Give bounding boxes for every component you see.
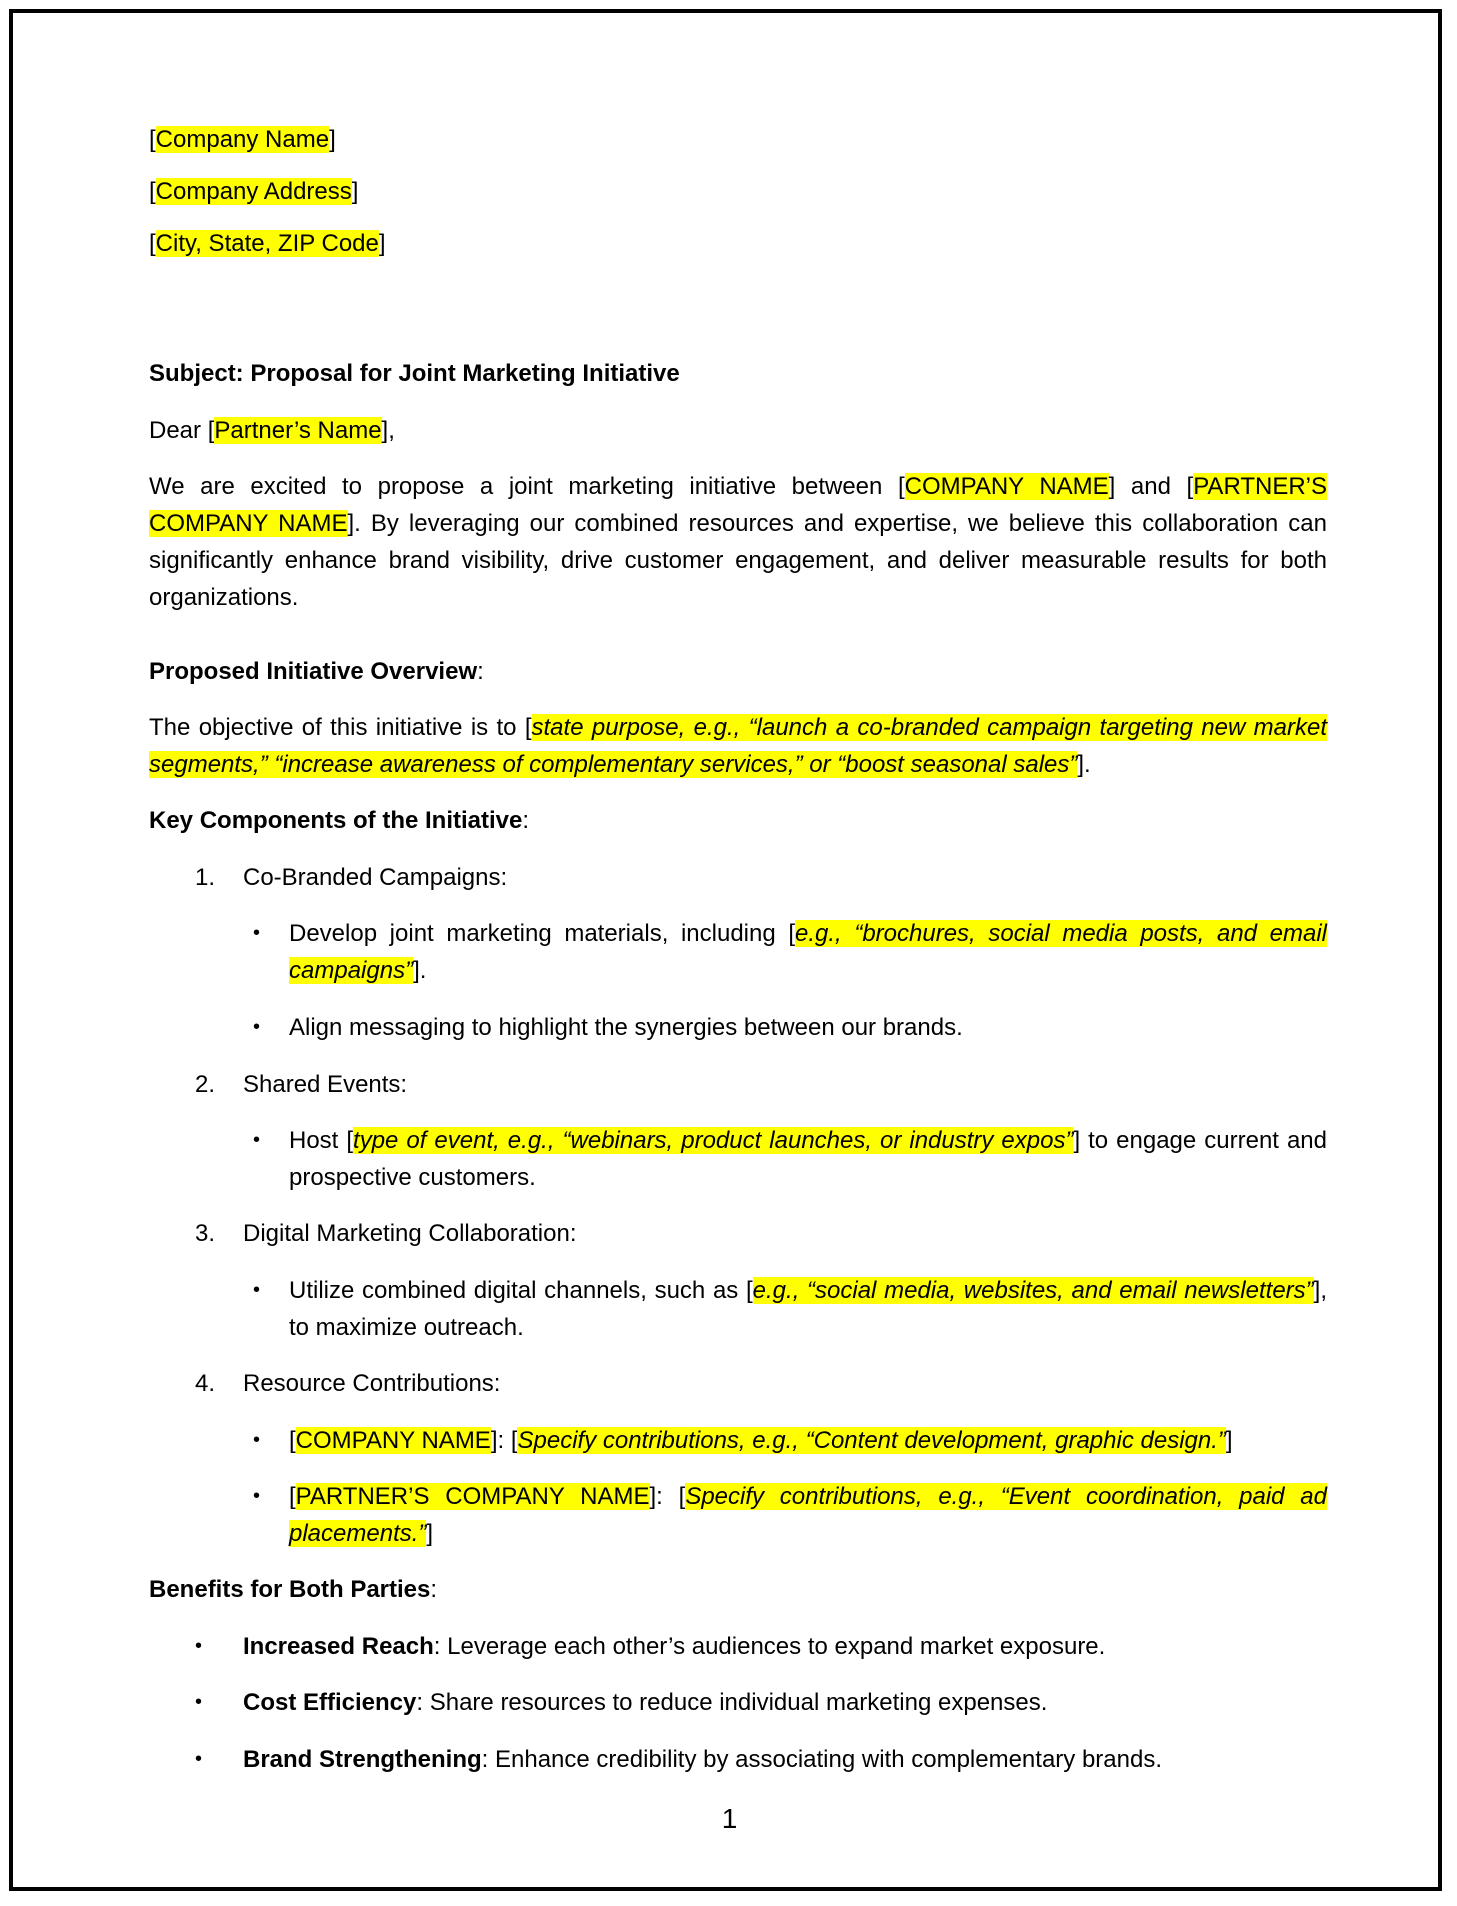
- placeholder-company-name: Company Name: [155, 126, 330, 153]
- bullet-text: Align messaging to highlight the synergies between our brands.: [289, 1014, 963, 1041]
- component-1-bullet-2: [289, 1009, 1327, 1046]
- component-3-bullet-1: [289, 1272, 1327, 1346]
- component-1-bullet-1: [289, 915, 1327, 989]
- components-heading-text: Key Components of the Initiative: [149, 807, 523, 834]
- bullet-icon: •: [253, 1279, 261, 1301]
- salutation-suffix: ],: [381, 417, 395, 444]
- component-4-bullet-2: [289, 1478, 1327, 1552]
- bullet-icon: •: [253, 1485, 261, 1507]
- bullet-text-post: ]: [1225, 1427, 1233, 1454]
- placeholder-company-name-contrib: COMPANY NAME: [295, 1427, 491, 1454]
- component-title-2: Shared Events:: [243, 1071, 408, 1098]
- bullet-text-post: ].: [413, 957, 427, 984]
- overview-colon: :: [477, 658, 484, 685]
- benefit-term: Brand Strengthening: [243, 1746, 482, 1773]
- placeholder-event-type: type of event, e.g., “webinars, product launches, or industry expos”: [353, 1127, 1074, 1154]
- placeholder-partner-company-intro: PARTNER’S COMPANY NAME: [149, 473, 1328, 537]
- placeholder-company-name-intro: COMPANY NAME: [904, 473, 1109, 500]
- component-title-3: Digital Marketing Collaboration:: [243, 1220, 577, 1247]
- bullet-text-mid: ]: [: [649, 1483, 686, 1510]
- placeholder-purpose: state purpose, e.g., “launch a co-branded campaign targeting new market segments,” “increase awareness of complementary services,” or “boost seasonal sales”: [149, 714, 1327, 778]
- bullet-icon: •: [195, 1748, 203, 1770]
- placeholder-materials: e.g., “brochures, social media posts, and email campaigns”: [289, 920, 1327, 984]
- placeholder-partner-company-contrib: PARTNER’S COMPANY NAME: [295, 1483, 650, 1510]
- salutation-prefix: Dear [: [149, 417, 215, 444]
- overview-text-1: The objective of this initiative is to [: [149, 714, 532, 741]
- intro-text-1: We are excited to propose a joint marketing initiative between [: [149, 473, 905, 500]
- address-company-name: [Company Name]: [149, 126, 336, 153]
- overview-heading-text: Proposed Initiative Overview: [149, 658, 478, 685]
- subject-line: Subject: Proposal for Joint Marketing Initiative: [149, 360, 680, 387]
- placeholder-digital-channels: e.g., “social media, websites, and email newsletters”: [752, 1277, 1314, 1304]
- bullet-text-pre: Utilize combined digital channels, such as [: [289, 1277, 753, 1304]
- bullet-icon: •: [253, 1429, 261, 1451]
- overview-paragraph: [149, 709, 1327, 783]
- benefit-text: : Enhance credibility by associating with complementary brands.: [481, 1746, 1163, 1773]
- salutation: [149, 412, 1327, 449]
- benefit-item: [243, 1741, 1162, 1778]
- list-number-2: 2.: [195, 1071, 216, 1098]
- bullet-text-pre: Host [: [289, 1127, 354, 1154]
- bullet-text-pre: [: [289, 1483, 296, 1510]
- component-4-bullet-1: [289, 1422, 1327, 1459]
- intro-text-2: ] and [: [1108, 473, 1194, 500]
- bullet-icon: •: [195, 1635, 203, 1657]
- benefit-term: Cost Efficiency: [243, 1689, 417, 1716]
- page-number: 1: [721, 1803, 738, 1834]
- placeholder-company-address: Company Address: [155, 178, 352, 205]
- components-colon: :: [522, 807, 530, 834]
- overview-heading: [149, 653, 1327, 690]
- component-title-1: Co-Branded Campaigns:: [243, 864, 508, 891]
- bullet-icon: •: [253, 1016, 261, 1038]
- address-city-state-zip: [City, State, ZIP Code]: [149, 230, 386, 257]
- benefits-heading: [149, 1571, 1327, 1608]
- placeholder-city-state-zip: City, State, ZIP Code: [155, 230, 379, 257]
- list-number-1: 1.: [195, 864, 216, 891]
- bullet-icon: •: [253, 922, 261, 944]
- bullet-text-mid: ]: [: [490, 1427, 518, 1454]
- benefits-heading-text: Benefits for Both Parties: [149, 1576, 431, 1603]
- benefit-text: : Share resources to reduce individual marketing expenses.: [416, 1689, 1048, 1716]
- bullet-text-post: ] to engage current and prospective customers.: [289, 1127, 1328, 1191]
- document-page: [9, 9, 1442, 1891]
- component-title-4: Resource Contributions:: [243, 1370, 501, 1397]
- placeholder-partner-name: Partner’s Name: [214, 417, 382, 444]
- bullet-text-post: ], to maximize outreach.: [289, 1277, 1327, 1341]
- list-number-3: 3.: [195, 1220, 216, 1247]
- benefit-term: Increased Reach: [243, 1633, 434, 1660]
- address-company-address: [Company Address]: [149, 178, 359, 205]
- placeholder-partner-contributions: Specify contributions, e.g., “Event coordination, paid ad placements.”: [289, 1483, 1328, 1547]
- benefit-text: : Leverage each other’s audiences to expand market exposure.: [433, 1633, 1106, 1660]
- bullet-text-pre: [: [289, 1427, 296, 1454]
- benefits-colon: :: [430, 1576, 438, 1603]
- placeholder-company-contributions: Specify contributions, e.g., “Content development, graphic design.”: [517, 1427, 1226, 1454]
- intro-text-3: ]. By leveraging our combined resources and expertise, we believe this collaboration can significantly enhance brand visibility, drive customer engagement, and deliver measurable results for both organizations.: [149, 510, 1327, 611]
- intro-paragraph: [149, 468, 1327, 616]
- bullet-text-post: ]: [426, 1520, 434, 1547]
- bullet-icon: •: [253, 1129, 261, 1151]
- benefit-item: [243, 1628, 1105, 1665]
- components-heading: [149, 802, 1327, 839]
- bullet-icon: •: [195, 1691, 203, 1713]
- benefit-item: [243, 1684, 1047, 1721]
- component-2-bullet-1: [289, 1122, 1327, 1196]
- bullet-text-pre: Develop joint marketing materials, including [: [289, 920, 796, 947]
- overview-text-2: ].: [1077, 751, 1091, 778]
- list-number-4: 4.: [195, 1370, 216, 1397]
